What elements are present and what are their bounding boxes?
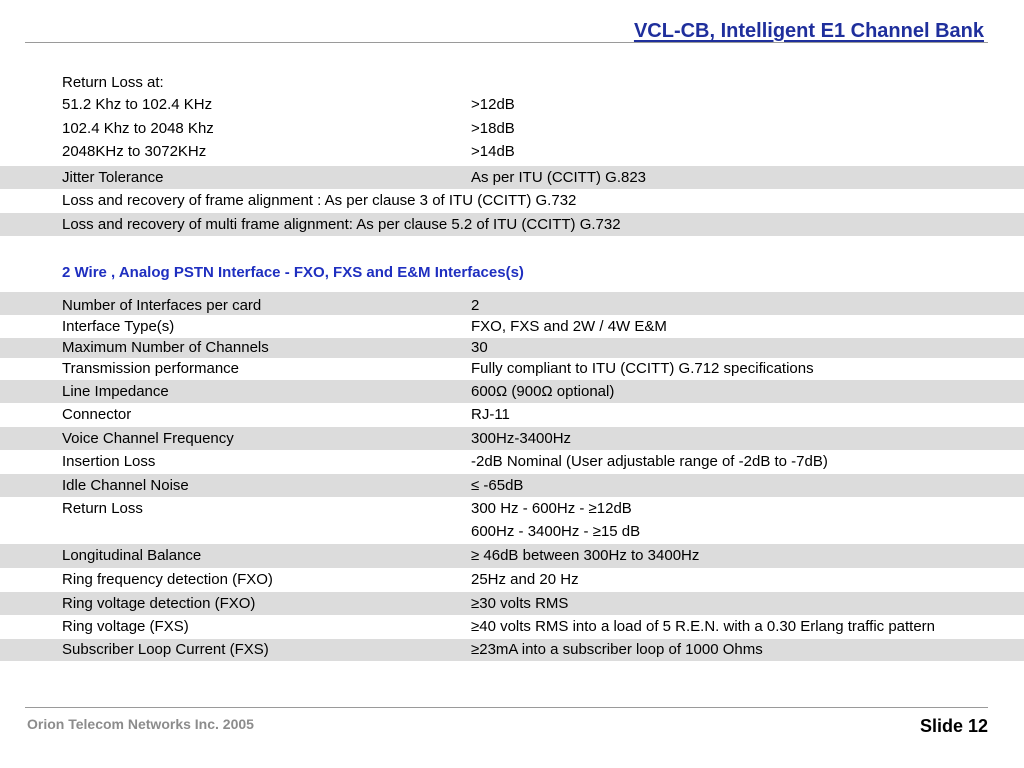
row-value: >14dB <box>471 143 515 160</box>
row-label: Ring voltage (FXS) <box>62 618 189 635</box>
table-row <box>0 189 1024 213</box>
row-value: 600Ω (900Ω optional) <box>471 383 615 400</box>
return-loss-label: Return Loss at: <box>62 74 164 91</box>
row-label: Idle Channel Noise <box>62 477 189 494</box>
section2-table <box>0 292 1024 661</box>
row-label: Interface Type(s) <box>62 318 175 335</box>
row-value: >12dB <box>471 96 515 113</box>
row-label: 102.4 Khz to 2048 Khz <box>62 120 214 137</box>
row-value: 300Hz-3400Hz <box>471 430 572 447</box>
row-value: >18dB <box>471 120 515 137</box>
row-value: ≥ 46dB between 300Hz to 3400Hz <box>471 547 700 564</box>
row-value: ≥23mA into a subscriber loop of 1000 Ohms <box>471 641 763 658</box>
section1-table <box>0 74 1024 236</box>
row-value: FXO, FXS and 2W / 4W E&M <box>471 318 667 335</box>
table-row <box>0 427 1024 450</box>
row-label: Subscriber Loop Current (FXS) <box>62 641 269 658</box>
table-row <box>0 213 1024 236</box>
footer-company: Orion Telecom Networks Inc. 2005 <box>27 716 254 732</box>
row-value: 30 <box>471 339 488 356</box>
row-value: Fully compliant to ITU (CCITT) G.712 specifications <box>471 360 814 377</box>
table-row <box>0 497 1024 521</box>
row-full-text: Loss and recovery of frame alignment : As per clause 3 of ITU (CCITT) G.732 <box>62 192 577 209</box>
bottom-divider <box>25 707 988 708</box>
table-row <box>0 143 1024 166</box>
row-label: Voice Channel Frequency <box>62 430 234 447</box>
table-row <box>0 96 1024 120</box>
row-label: Maximum Number of Channels <box>62 339 269 356</box>
table-row <box>0 74 1024 96</box>
table-row <box>0 292 1024 315</box>
slide-title: VCL-CB, Intelligent E1 Channel Bank <box>633 20 984 42</box>
table-row <box>0 639 1024 661</box>
row-value: 25Hz and 20 Hz <box>471 571 579 588</box>
row-label: Longitudinal Balance <box>62 547 202 564</box>
table-row <box>0 568 1024 592</box>
row-value: RJ-11 <box>471 406 510 423</box>
top-divider <box>25 42 988 43</box>
table-row <box>0 166 1024 189</box>
row-value: 600Hz - 3400Hz - ≥15 dB <box>471 523 641 540</box>
row-value: 2 <box>471 297 480 314</box>
row-value: ≤ -65dB <box>471 477 524 494</box>
row-label: 51.2 Khz to 102.4 KHz <box>62 96 213 113</box>
row-full-text: Loss and recovery of multi frame alignment: As per clause 5.2 of ITU (CCITT) G.732 <box>62 216 621 233</box>
row-label: Jitter Tolerance <box>62 169 164 186</box>
slide-number: Slide 12 <box>919 716 988 736</box>
table-row <box>0 474 1024 497</box>
row-value: As per ITU (CCITT) G.823 <box>471 169 647 186</box>
row-value: ≥40 volts RMS into a load of 5 R.E.N. with a 0.30 Erlang traffic pattern <box>471 618 936 635</box>
row-label: 2048KHz to 3072KHz <box>62 143 207 160</box>
row-label: Ring voltage detection (FXO) <box>62 595 256 612</box>
row-label: Transmission performance <box>62 360 240 377</box>
table-row <box>0 120 1024 143</box>
table-row <box>0 521 1024 544</box>
row-label: Number of Interfaces per card <box>62 297 262 314</box>
section-heading: 2 Wire , Analog PSTN Interface - FXO, FXS and E&M Interfaces(s) <box>62 264 524 281</box>
table-row <box>0 592 1024 615</box>
table-row <box>0 544 1024 568</box>
row-label: Insertion Loss <box>62 453 156 470</box>
table-row <box>0 338 1024 358</box>
table-row <box>0 315 1024 338</box>
row-label: Line Impedance <box>62 383 169 400</box>
table-row <box>0 615 1024 639</box>
table-row <box>0 358 1024 380</box>
row-label: Return Loss <box>62 500 143 517</box>
row-value: ≥30 volts RMS <box>471 595 569 612</box>
table-row <box>0 380 1024 403</box>
row-value: 300 Hz - 600Hz - ≥12dB <box>471 500 632 517</box>
row-label: Connector <box>62 406 132 423</box>
table-row <box>0 403 1024 427</box>
table-row <box>0 450 1024 474</box>
row-value: -2dB Nominal (User adjustable range of -2dB to -7dB) <box>471 453 828 470</box>
row-label: Ring frequency detection (FXO) <box>62 571 273 588</box>
